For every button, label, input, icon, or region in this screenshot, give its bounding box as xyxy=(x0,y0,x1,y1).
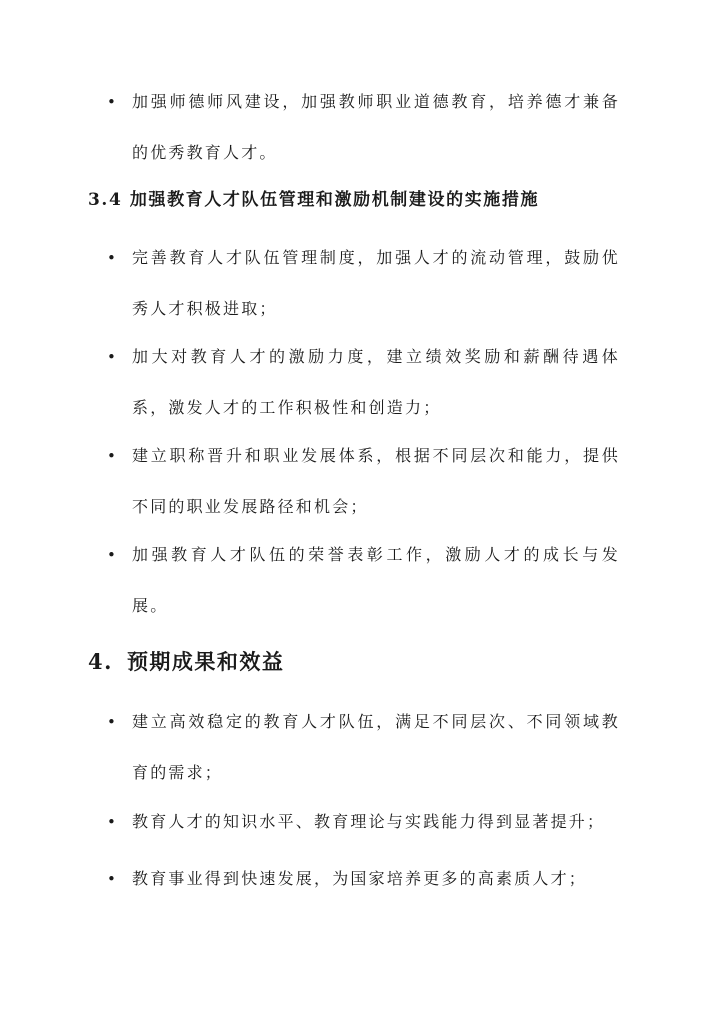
bullet-icon: • xyxy=(107,348,116,366)
list-item-text: 建立高效稳定的教育人才队伍，满足不同层次、不同领域教育的需求； xyxy=(132,712,620,782)
bullet-icon: • xyxy=(107,447,116,465)
list-item-text: 加大对教育人才的激励力度，建立绩效奖励和薪酬待遇体系，激发人才的工作积极性和创造力； xyxy=(132,347,620,417)
list-item-text: 加强师德师风建设，加强教师职业道德教育，培养德才兼备的优秀教育人才。 xyxy=(132,92,620,162)
bullet-icon: • xyxy=(107,870,116,888)
list-item-text: 教育人才的知识水平、教育理论与实践能力得到显著提升； xyxy=(132,812,606,831)
bullet-icon: • xyxy=(107,249,116,267)
bullet-icon: • xyxy=(107,813,116,831)
list-item-text: 建立职称晋升和职业发展体系，根据不同层次和能力，提供不同的职业发展路径和机会； xyxy=(132,446,620,516)
bullet-icon: • xyxy=(107,713,116,731)
bullet-icon: • xyxy=(107,546,116,564)
list-item-text: 完善教育人才队伍管理制度，加强人才的流动管理，鼓励优秀人才积极进取； xyxy=(132,248,620,318)
list-item-text: 教育事业得到快速发展，为国家培养更多的高素质人才； xyxy=(132,869,588,888)
section-heading xyxy=(88,646,284,678)
section-title: 预期成果和效益 xyxy=(126,649,285,674)
subsection-heading: 3.4 加强教育人才队伍管理和激励机制建设的实施措施 xyxy=(88,190,540,210)
bullet-icon: • xyxy=(107,93,116,111)
list-item-text: 加强教育人才队伍的荣誉表彰工作，激励人才的成长与发展。 xyxy=(132,545,620,615)
section-number: 4. xyxy=(88,649,113,674)
